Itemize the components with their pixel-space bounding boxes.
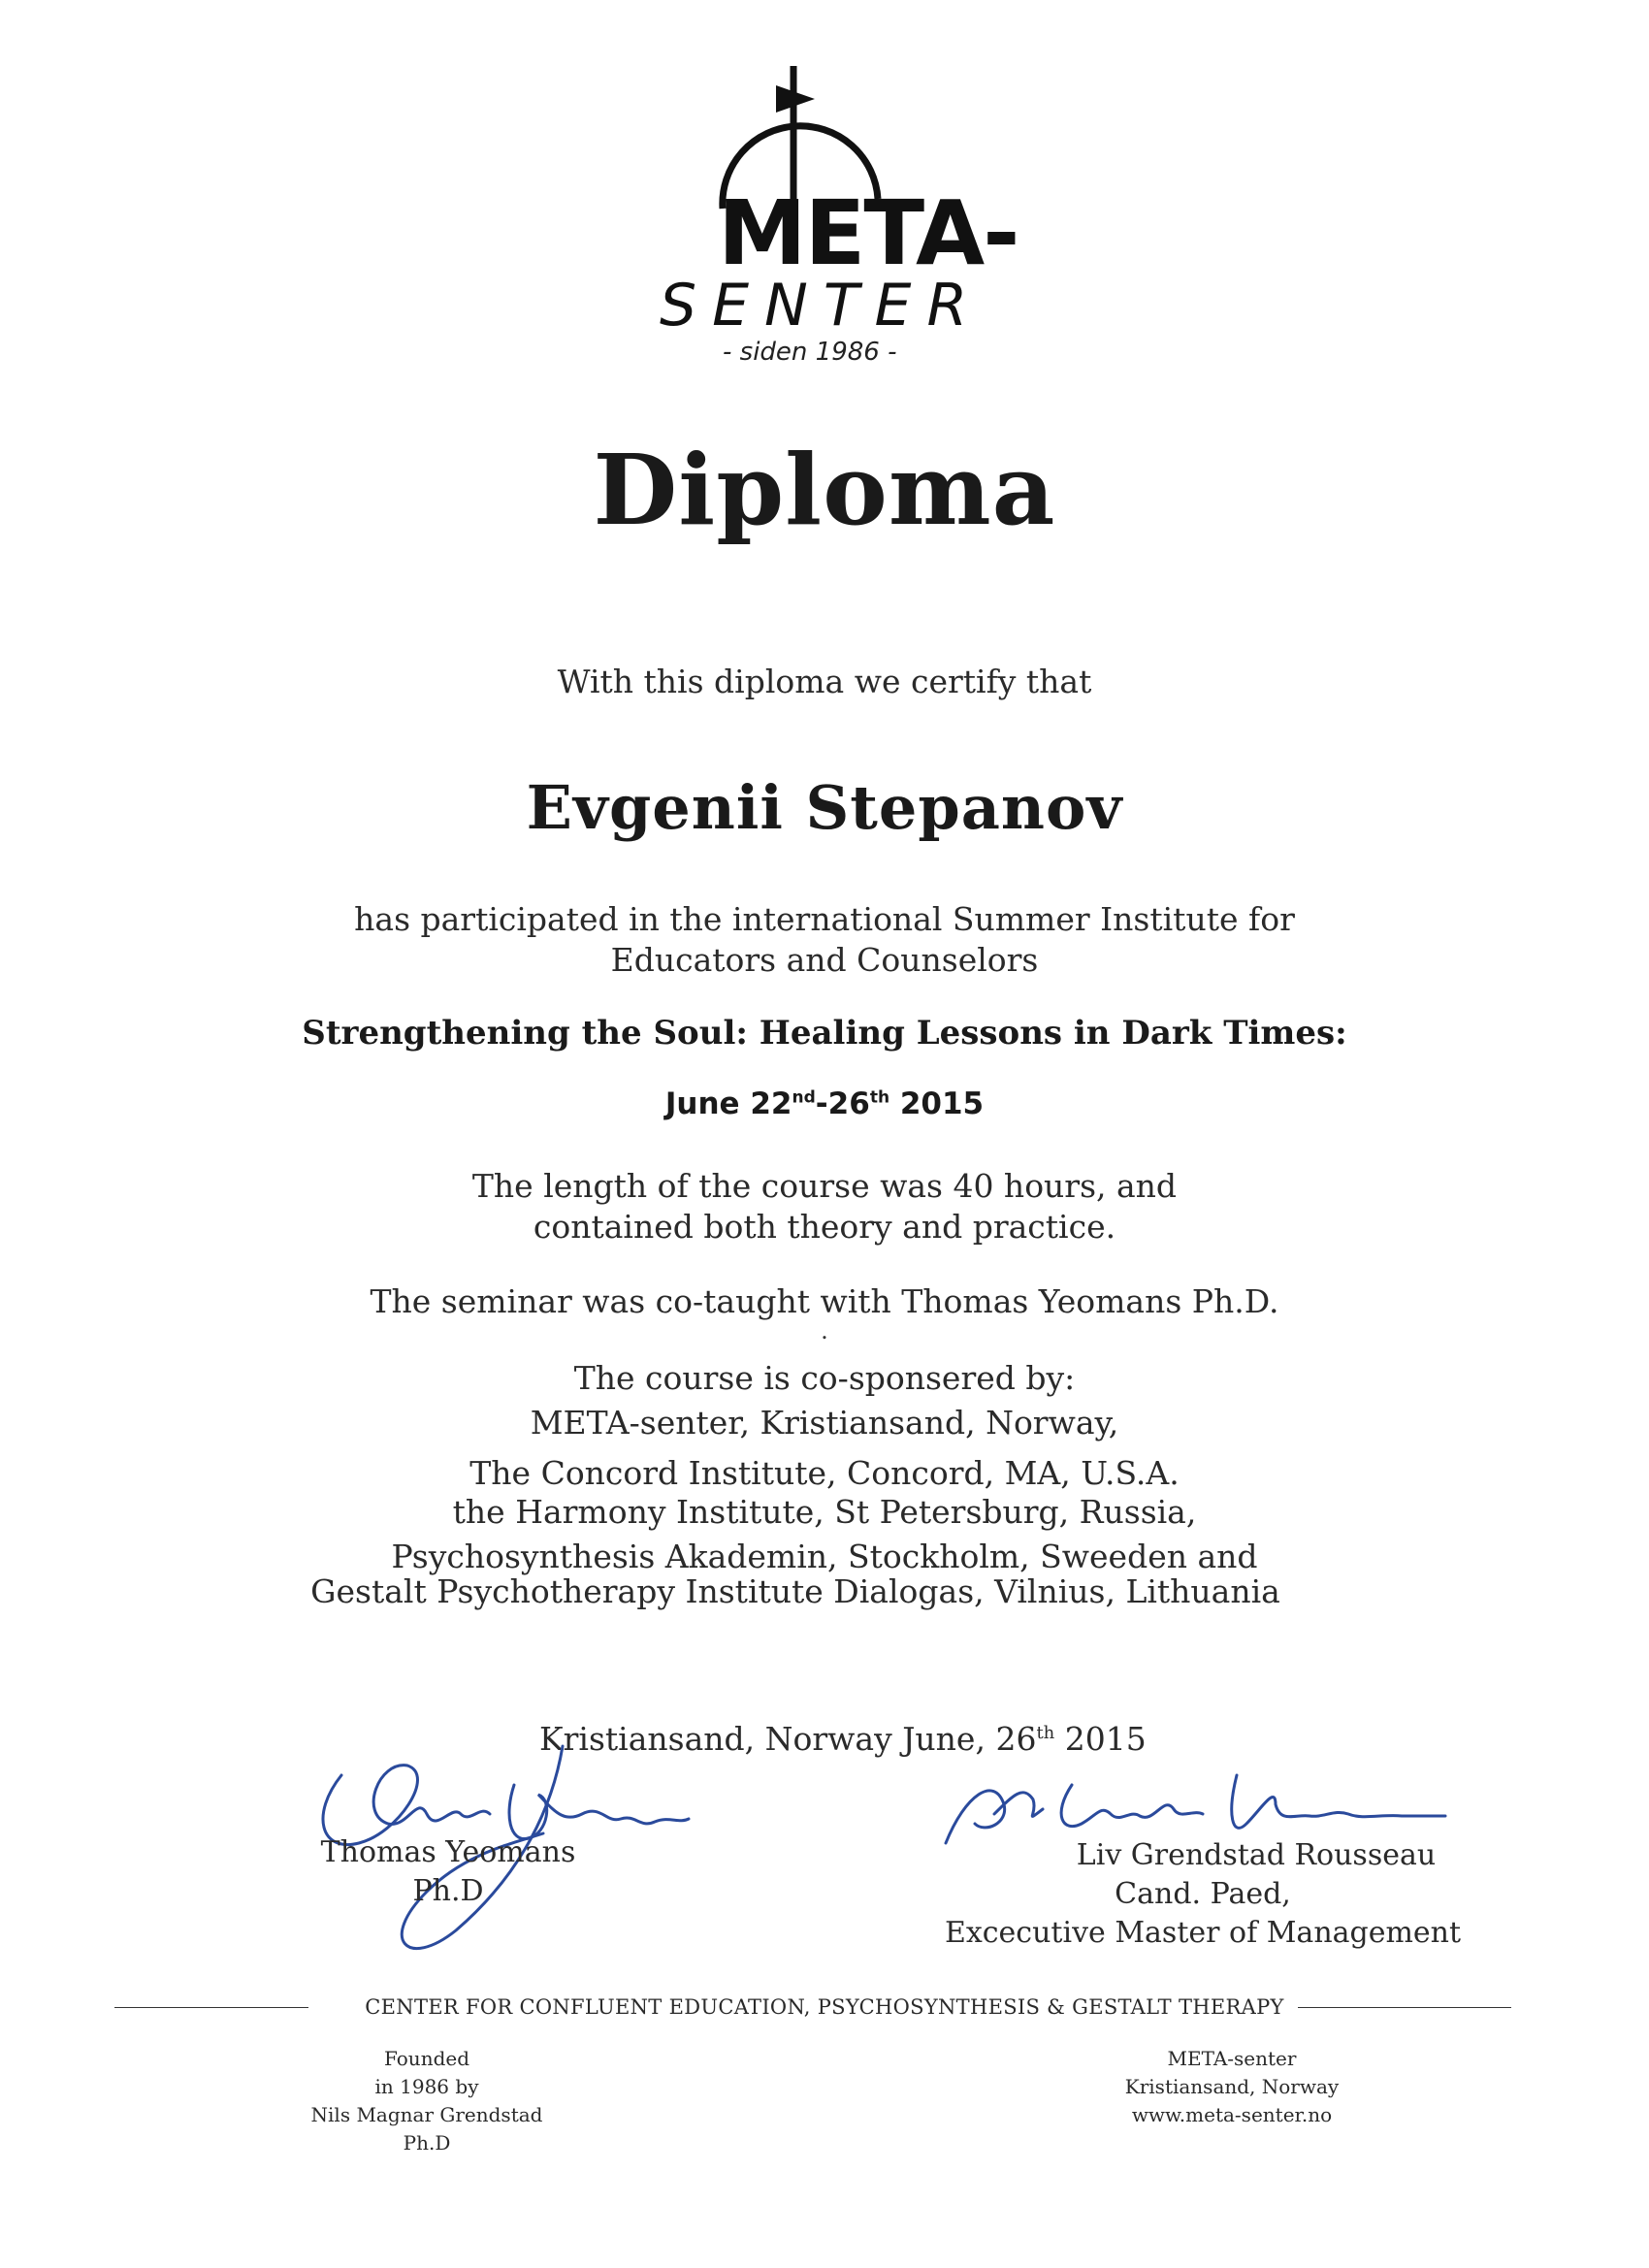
diploma-title: Diploma xyxy=(593,433,1056,547)
contact-line: Kristiansand, Norway xyxy=(1124,2075,1340,2098)
sponsor-line: META-senter, Kristiansand, Norway, xyxy=(530,1404,1119,1442)
founded-line: in 1986 by xyxy=(374,2075,479,2098)
footer-title xyxy=(0,1993,1649,2021)
course-length-text xyxy=(0,1166,1649,1247)
sponsors-heading: The course is co-sponsered by: xyxy=(573,1359,1076,1397)
founded-line: Founded xyxy=(383,2047,470,2070)
founded-line: Nils Magnar Grendstad xyxy=(310,2103,543,2126)
sponsor-line: The Concord Institute, Concord, MA, U.S.A. xyxy=(469,1454,1180,1492)
participation-line: has participated in the international Summer Institute for xyxy=(354,900,1295,938)
signatory-left-name: Thomas Yeomans xyxy=(320,1835,576,1869)
dates-start: June 22 xyxy=(664,1086,792,1121)
course-dates xyxy=(0,1086,1649,1122)
founded-line: Ph.D xyxy=(403,2131,451,2155)
course-length-line: The length of the course was 40 hours, and xyxy=(471,1167,1178,1205)
dates-start-suffix: nd xyxy=(792,1087,816,1108)
sponsor-line: Gestalt Psychotherapy Institute Dialogas, Vilnius, Lithuania xyxy=(310,1572,1280,1610)
sponsor-line: the Harmony Institute, St Petersburg, Russia, xyxy=(452,1493,1197,1531)
sponsors-list xyxy=(0,1356,1649,1614)
founded-block xyxy=(262,2045,592,2157)
meta-senter-logo xyxy=(621,58,1018,378)
certify-text: With this diploma we certify that xyxy=(557,663,1092,700)
logo-meta-text: META- xyxy=(718,181,1018,285)
dates-end-suffix: th xyxy=(869,1087,890,1108)
signatory-right-name: Liv Grendstad Rousseau xyxy=(1076,1838,1437,1872)
place-date-year: 2015 xyxy=(1054,1720,1147,1758)
course-length-line: contained both theory and practice. xyxy=(533,1208,1116,1246)
signatory-right-title: Excecutive Master of Management xyxy=(944,1916,1462,1950)
signatory-right-title: Cand. Paed, xyxy=(1115,1877,1291,1911)
separator-dot: . xyxy=(821,1317,828,1345)
logo-since-text: - siden 1986 - xyxy=(723,338,897,367)
contact-block xyxy=(1067,2045,1397,2129)
dates-year: 2015 xyxy=(889,1086,985,1121)
recipient-name: Evgenii Stepanov xyxy=(526,772,1123,843)
logo-senter-text: SENTER xyxy=(660,272,984,340)
footer-title-text: CENTER FOR CONFLUENT EDUCATION, PSYCHOSYNTHESIS & GESTALT THERAPY xyxy=(359,1995,1289,2019)
signatory-left-title: Ph.D xyxy=(412,1874,484,1908)
program-title: Strengthening the Soul: Healing Lessons in Dark Times: xyxy=(302,1014,1347,1053)
signatory-right xyxy=(854,1836,1552,1953)
place-date-text: Kristiansand, Norway June, 26 xyxy=(539,1720,1037,1758)
participation-line: Educators and Counselors xyxy=(610,941,1039,979)
sponsor-line: Psychosynthesis Akademin, Stockholm, Sweeden and xyxy=(391,1538,1258,1575)
contact-line: META-senter xyxy=(1167,2047,1297,2070)
cotaught-text: The seminar was co-taught with Thomas Yeomans Ph.D. xyxy=(370,1282,1279,1320)
participation-text xyxy=(0,899,1649,981)
place-date-suffix: th xyxy=(1036,1723,1055,1743)
dates-end: -26 xyxy=(815,1086,870,1121)
contact-website: www.meta-senter.no xyxy=(1131,2103,1333,2126)
signatory-left xyxy=(303,1833,594,1911)
